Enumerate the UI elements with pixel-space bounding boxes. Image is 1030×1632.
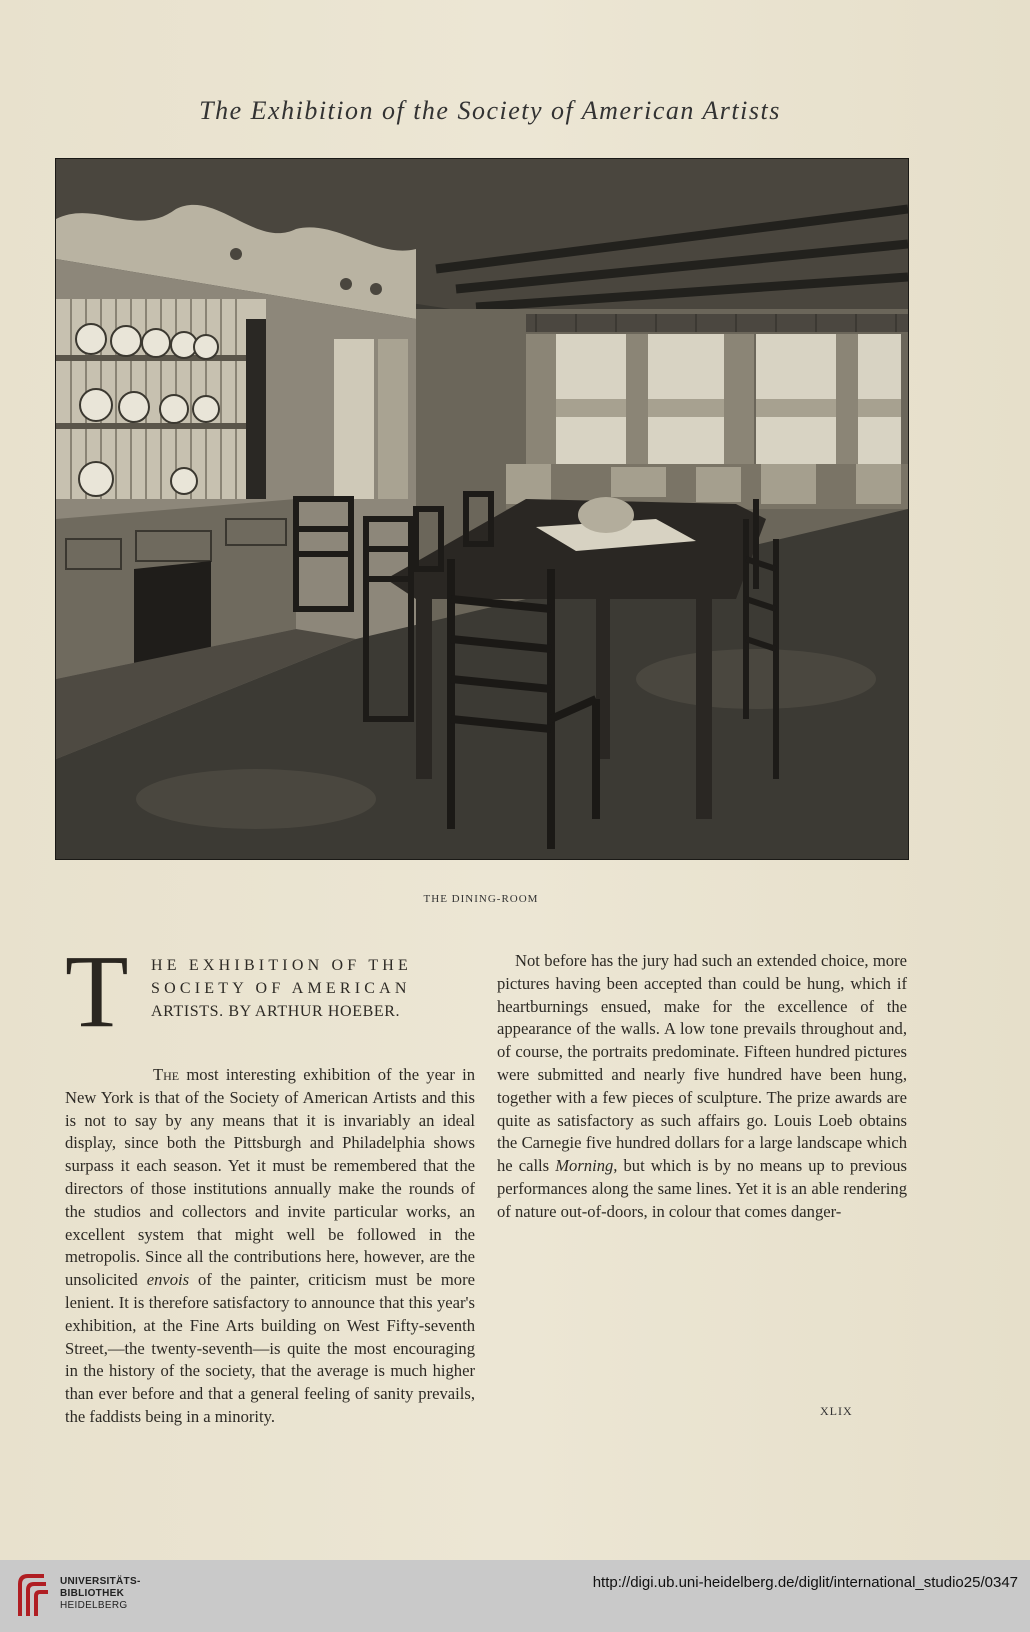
paragraph-2-continued: but which is by no means up to previous performances along the same lines. Yet it is an able rendering of nature out-of-doors, in colour that comes danger-	[497, 1156, 907, 1221]
italic-envois: envois	[146, 1270, 190, 1290]
library-line-1: UNIVERSITÄTS-	[60, 1576, 141, 1587]
page-number: XLIX	[820, 1404, 853, 1418]
running-head: The Exhibition of the Society of American Artists	[199, 96, 781, 125]
dining-room-photograph	[55, 158, 909, 860]
painting-title: Morning,	[555, 1156, 618, 1176]
paragraph-2	[497, 950, 907, 1224]
library-name	[60, 1576, 141, 1612]
article-title-block	[65, 934, 475, 1064]
library-logo-icon	[14, 1570, 54, 1622]
source-url-link[interactable]: http://digi.ub.uni-heidelberg.de/diglit/international_studio25/0347	[592, 1574, 1018, 1591]
article-title	[151, 954, 475, 1023]
library-line-2: BIBLIOTHEK	[60, 1588, 125, 1599]
article-column-left	[65, 934, 475, 1429]
title-line-2: SOCIETY OF AMERICAN	[151, 980, 411, 997]
paragraph-1-continued: of the painter, criticism must be more lenient. It is therefore satisfactory to announce that this year's exhibition, at the Fine Arts building on West Fifty-seventh Street,—the twenty-seventh—is quite the most encouraging in the history of the society, that the average is much higher than ever before and that a general feeling of sanity prevails, the faddists being in a minority.	[65, 1270, 475, 1426]
lead-word: The	[153, 1065, 180, 1084]
title-line-3: ARTISTS. BY ARTHUR HOEBER.	[151, 1003, 401, 1020]
paragraph-1	[65, 1064, 475, 1429]
plate-caption: THE DINING-ROOM	[423, 893, 539, 905]
photo-illustration	[56, 159, 908, 859]
paragraph-1-text: most interesting exhibition of the year in New York is that of the Society of American Artists and this is not to say by any means that it is invariably an ideal display, since both the Pittsburgh and Philadelphia shows surpass it each season. Yet it must be remembered that the directors of those institutions annually make the rounds of the studios and collectors and invite particular works, an excellent system that might well be followed in the metropolis. Since all the contributions here, however, are the unsolicited	[65, 1065, 475, 1290]
paragraph-2-text: Not before has the jury had such an extended choice, more pictures having been accepted than could be hung, which if heartburnings ensued, make for the excellence of the appearance of the walls. A low tone prevails throughout and, of course, the portraits predominate. Fifteen hundred pictures were submitted and nearly five hundred have been hung, together with a few pieces of sculpture. The prize awards are quite as satisfactory as such affairs go. Louis Loeb obtains the Carnegie five hundred dollars for a large landscape which he calls	[497, 951, 907, 1176]
library-line-3: HEIDELBERG	[60, 1600, 128, 1611]
article-column-right	[497, 950, 907, 1224]
digitization-footer	[0, 1560, 1030, 1632]
title-line-1: HE EXHIBITION OF THE	[151, 957, 413, 974]
drop-cap: T	[65, 934, 129, 1049]
